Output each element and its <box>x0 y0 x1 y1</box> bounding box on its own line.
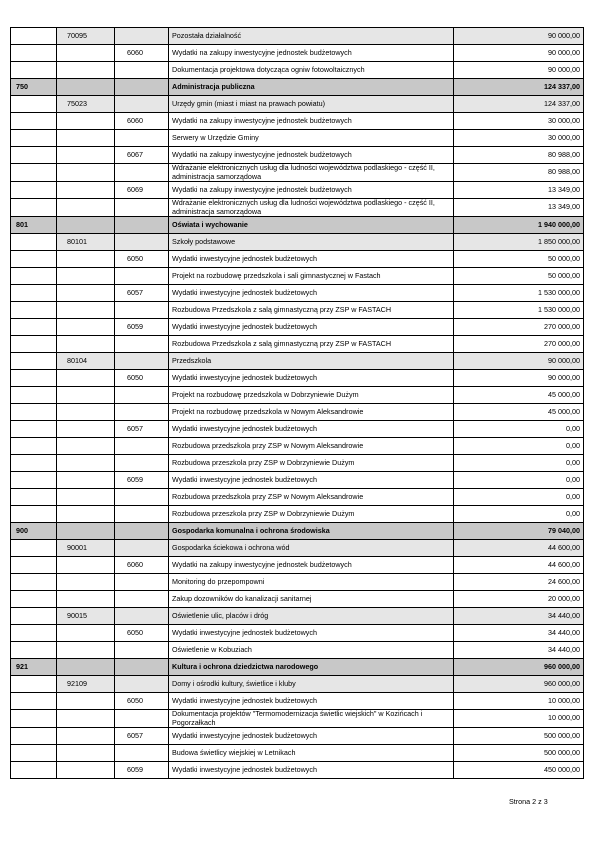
amount-cell: 44 600,00 <box>454 540 584 557</box>
dzial-cell <box>11 557 57 574</box>
description-cell: Rozbudowa Przedszkola z salą gimnastyczną przy ZSP w FASTACH <box>169 302 454 319</box>
rozdzial-cell <box>57 164 115 182</box>
rozdzial-cell <box>57 182 115 199</box>
dzial-cell <box>11 285 57 302</box>
table-row <box>11 574 584 591</box>
rozdzial-cell <box>57 438 115 455</box>
dzial-cell: 801 <box>11 217 57 234</box>
amount-cell: 80 988,00 <box>454 164 584 182</box>
amount-cell: 80 988,00 <box>454 147 584 164</box>
paragraf-cell <box>115 164 169 182</box>
paragraf-cell: 6057 <box>115 421 169 438</box>
table-row <box>11 659 584 676</box>
rozdzial-cell <box>57 728 115 745</box>
description-cell: Rozbudowa przedszkola przy ZSP w Nowym Aleksandrowie <box>169 438 454 455</box>
amount-cell: 13 349,00 <box>454 199 584 217</box>
rozdzial-cell <box>57 455 115 472</box>
dzial-cell <box>11 387 57 404</box>
amount-cell: 45 000,00 <box>454 387 584 404</box>
amount-cell: 450 000,00 <box>454 762 584 779</box>
rozdzial-cell <box>57 489 115 506</box>
rozdzial-cell <box>57 472 115 489</box>
table-row <box>11 147 584 164</box>
description-cell: Zakup dozowników do kanalizacji sanitarnej <box>169 591 454 608</box>
paragraf-cell: 6059 <box>115 319 169 336</box>
description-cell: Wydatki inwestycyjne jednostek budżetowych <box>169 370 454 387</box>
table-row <box>11 404 584 421</box>
dzial-cell: 921 <box>11 659 57 676</box>
table-row <box>11 302 584 319</box>
table-row <box>11 62 584 79</box>
paragraf-cell: 6067 <box>115 147 169 164</box>
dzial-cell <box>11 45 57 62</box>
dzial-cell <box>11 472 57 489</box>
rozdzial-cell <box>57 319 115 336</box>
page-number: Strona 2 z 3 <box>509 797 548 806</box>
table-row <box>11 79 584 96</box>
rozdzial-cell <box>57 693 115 710</box>
description-cell: Wydatki inwestycyjne jednostek budżetowych <box>169 762 454 779</box>
paragraf-cell <box>115 199 169 217</box>
table-row <box>11 387 584 404</box>
description-cell: Wdrażanie elektronicznych usług dla ludności województwa podlaskiego - część II, administracja samorządowa <box>169 199 454 217</box>
dzial-cell: 900 <box>11 523 57 540</box>
paragraf-cell: 6069 <box>115 182 169 199</box>
table-row <box>11 693 584 710</box>
rozdzial-cell <box>57 62 115 79</box>
dzial-cell <box>11 113 57 130</box>
table-row <box>11 217 584 234</box>
rozdzial-cell <box>57 710 115 728</box>
amount-cell: 30 000,00 <box>454 130 584 147</box>
amount-cell: 0,00 <box>454 489 584 506</box>
paragraf-cell: 6060 <box>115 45 169 62</box>
dzial-cell <box>11 268 57 285</box>
rozdzial-cell: 80101 <box>57 234 115 251</box>
dzial-cell <box>11 455 57 472</box>
amount-cell: 0,00 <box>454 455 584 472</box>
amount-cell: 124 337,00 <box>454 79 584 96</box>
dzial-cell <box>11 199 57 217</box>
dzial-cell <box>11 710 57 728</box>
dzial-cell <box>11 438 57 455</box>
paragraf-cell <box>115 268 169 285</box>
description-cell: Rozbudowa przeszkola przy ZSP w Dobrzyniewie Dużym <box>169 506 454 523</box>
paragraf-cell: 6060 <box>115 113 169 130</box>
description-cell: Wydatki inwestycyjne jednostek budżetowych <box>169 251 454 268</box>
description-cell: Wydatki inwestycyjne jednostek budżetowych <box>169 625 454 642</box>
table-row <box>11 472 584 489</box>
dzial-cell <box>11 608 57 625</box>
paragraf-cell <box>115 438 169 455</box>
dzial-cell <box>11 62 57 79</box>
amount-cell: 500 000,00 <box>454 745 584 762</box>
amount-cell: 90 000,00 <box>454 28 584 45</box>
rozdzial-cell <box>57 251 115 268</box>
rozdzial-cell <box>57 625 115 642</box>
dzial-cell <box>11 506 57 523</box>
description-cell: Wydatki na zakupy inwestycyjne jednostek budżetowych <box>169 113 454 130</box>
amount-cell: 90 000,00 <box>454 370 584 387</box>
description-cell: Wydatki na zakupy inwestycyjne jednostek budżetowych <box>169 557 454 574</box>
table-row <box>11 540 584 557</box>
paragraf-cell <box>115 455 169 472</box>
table-row <box>11 164 584 182</box>
paragraf-cell <box>115 217 169 234</box>
description-cell: Projekt na rozbudowę przedszkola i sali gimnastycznej w Fastach <box>169 268 454 285</box>
amount-cell: 0,00 <box>454 472 584 489</box>
table-row <box>11 370 584 387</box>
amount-cell: 44 600,00 <box>454 557 584 574</box>
amount-cell: 45 000,00 <box>454 404 584 421</box>
description-cell: Rozbudowa Przedszkola z salą gimnastyczną przy ZSP w FASTACH <box>169 336 454 353</box>
dzial-cell <box>11 28 57 45</box>
rozdzial-cell <box>57 523 115 540</box>
rozdzial-cell <box>57 421 115 438</box>
paragraf-cell <box>115 96 169 113</box>
table-row <box>11 96 584 113</box>
amount-cell: 10 000,00 <box>454 693 584 710</box>
table-row <box>11 762 584 779</box>
paragraf-cell <box>115 62 169 79</box>
rozdzial-cell <box>57 642 115 659</box>
paragraf-cell <box>115 28 169 45</box>
paragraf-cell: 6050 <box>115 625 169 642</box>
dzial-cell <box>11 745 57 762</box>
rozdzial-cell <box>57 387 115 404</box>
description-cell: Dokumentacja projektów "Termomodernizacja świetlic wiejskich" w Kozińcach i Pogorzałkach <box>169 710 454 728</box>
rozdzial-cell <box>57 199 115 217</box>
paragraf-cell: 6050 <box>115 251 169 268</box>
rozdzial-cell <box>57 404 115 421</box>
dzial-cell <box>11 762 57 779</box>
table-row <box>11 676 584 693</box>
paragraf-cell <box>115 608 169 625</box>
table-row <box>11 353 584 370</box>
description-cell: Wdrażanie elektronicznych usług dla ludności województwa podlaskiego - część II, administracja samorządowa <box>169 164 454 182</box>
rozdzial-cell <box>57 557 115 574</box>
description-cell: Oświata i wychowanie <box>169 217 454 234</box>
dzial-cell <box>11 421 57 438</box>
rozdzial-cell: 80104 <box>57 353 115 370</box>
rozdzial-cell: 75023 <box>57 96 115 113</box>
paragraf-cell <box>115 574 169 591</box>
table-row <box>11 523 584 540</box>
table-row <box>11 268 584 285</box>
description-cell: Urzędy gmin (miast i miast na prawach powiatu) <box>169 96 454 113</box>
dzial-cell <box>11 96 57 113</box>
description-cell: Rozbudowa przeszkola przy ZSP w Dobrzyniewie Dużym <box>169 455 454 472</box>
amount-cell: 960 000,00 <box>454 676 584 693</box>
amount-cell: 50 000,00 <box>454 251 584 268</box>
rozdzial-cell <box>57 506 115 523</box>
paragraf-cell <box>115 642 169 659</box>
dzial-cell <box>11 404 57 421</box>
paragraf-cell: 6057 <box>115 285 169 302</box>
rozdzial-cell <box>57 336 115 353</box>
table-row <box>11 710 584 728</box>
table-row <box>11 336 584 353</box>
table-row <box>11 199 584 217</box>
amount-cell: 1 850 000,00 <box>454 234 584 251</box>
rozdzial-cell <box>57 659 115 676</box>
paragraf-cell <box>115 710 169 728</box>
description-cell: Wydatki inwestycyjne jednostek budżetowych <box>169 728 454 745</box>
amount-cell: 10 000,00 <box>454 710 584 728</box>
amount-cell: 13 349,00 <box>454 182 584 199</box>
table-row <box>11 234 584 251</box>
description-cell: Administracja publiczna <box>169 79 454 96</box>
dzial-cell <box>11 676 57 693</box>
paragraf-cell <box>115 79 169 96</box>
budget-table-body <box>11 28 584 779</box>
table-row <box>11 438 584 455</box>
rozdzial-cell <box>57 79 115 96</box>
rozdzial-cell <box>57 591 115 608</box>
paragraf-cell <box>115 130 169 147</box>
rozdzial-cell <box>57 45 115 62</box>
amount-cell: 30 000,00 <box>454 113 584 130</box>
paragraf-cell <box>115 489 169 506</box>
description-cell: Budowa świetlicy wiejskiej w Letnikach <box>169 745 454 762</box>
paragraf-cell <box>115 404 169 421</box>
table-row <box>11 45 584 62</box>
description-cell: Oświetlenie w Kobuziach <box>169 642 454 659</box>
amount-cell: 90 000,00 <box>454 62 584 79</box>
paragraf-cell: 6059 <box>115 762 169 779</box>
dzial-cell <box>11 336 57 353</box>
dzial-cell <box>11 182 57 199</box>
dzial-cell <box>11 370 57 387</box>
table-row <box>11 591 584 608</box>
description-cell: Monitoring do przepompowni <box>169 574 454 591</box>
dzial-cell <box>11 319 57 336</box>
description-cell: Wydatki inwestycyjne jednostek budżetowych <box>169 421 454 438</box>
description-cell: Wydatki na zakupy inwestycyjne jednostek budżetowych <box>169 182 454 199</box>
description-cell: Projekt na rozbudowę przedszkola w Dobrzyniewie Dużym <box>169 387 454 404</box>
table-row <box>11 489 584 506</box>
dzial-cell <box>11 234 57 251</box>
amount-cell: 1 530 000,00 <box>454 285 584 302</box>
table-row <box>11 625 584 642</box>
rozdzial-cell <box>57 574 115 591</box>
paragraf-cell <box>115 591 169 608</box>
amount-cell: 0,00 <box>454 421 584 438</box>
rozdzial-cell <box>57 147 115 164</box>
amount-cell: 90 000,00 <box>454 45 584 62</box>
budget-table <box>10 27 584 779</box>
table-row <box>11 130 584 147</box>
description-cell: Gospodarka ściekowa i ochrona wód <box>169 540 454 557</box>
amount-cell: 0,00 <box>454 506 584 523</box>
dzial-cell <box>11 489 57 506</box>
amount-cell: 500 000,00 <box>454 728 584 745</box>
paragraf-cell: 6057 <box>115 728 169 745</box>
amount-cell: 24 600,00 <box>454 574 584 591</box>
dzial-cell <box>11 130 57 147</box>
amount-cell: 50 000,00 <box>454 268 584 285</box>
rozdzial-cell <box>57 130 115 147</box>
dzial-cell <box>11 642 57 659</box>
table-row <box>11 251 584 268</box>
table-row <box>11 182 584 199</box>
dzial-cell <box>11 625 57 642</box>
amount-cell: 34 440,00 <box>454 625 584 642</box>
amount-cell: 960 000,00 <box>454 659 584 676</box>
paragraf-cell <box>115 336 169 353</box>
paragraf-cell <box>115 540 169 557</box>
paragraf-cell <box>115 387 169 404</box>
table-row <box>11 728 584 745</box>
paragraf-cell <box>115 353 169 370</box>
rozdzial-cell <box>57 285 115 302</box>
description-cell: Pozostała działalność <box>169 28 454 45</box>
description-cell: Wydatki inwestycyjne jednostek budżetowych <box>169 693 454 710</box>
amount-cell: 79 040,00 <box>454 523 584 540</box>
amount-cell: 1 940 000,00 <box>454 217 584 234</box>
table-row <box>11 455 584 472</box>
paragraf-cell <box>115 234 169 251</box>
table-row <box>11 421 584 438</box>
amount-cell: 34 440,00 <box>454 608 584 625</box>
paragraf-cell <box>115 302 169 319</box>
description-cell: Wydatki inwestycyjne jednostek budżetowych <box>169 472 454 489</box>
description-cell: Rozbudowa przedszkola przy ZSP w Nowym Aleksandrowie <box>169 489 454 506</box>
amount-cell: 0,00 <box>454 438 584 455</box>
paragraf-cell <box>115 506 169 523</box>
amount-cell: 20 000,00 <box>454 591 584 608</box>
description-cell: Projekt na rozbudowę przedszkola w Nowym Aleksandrowie <box>169 404 454 421</box>
rozdzial-cell <box>57 268 115 285</box>
rozdzial-cell <box>57 217 115 234</box>
description-cell: Gospodarka komunalna i ochrona środowiska <box>169 523 454 540</box>
description-cell: Wydatki inwestycyjne jednostek budżetowych <box>169 319 454 336</box>
amount-cell: 1 530 000,00 <box>454 302 584 319</box>
table-row <box>11 642 584 659</box>
rozdzial-cell <box>57 113 115 130</box>
table-row <box>11 28 584 45</box>
dzial-cell <box>11 591 57 608</box>
rozdzial-cell: 70095 <box>57 28 115 45</box>
dzial-cell <box>11 353 57 370</box>
amount-cell: 90 000,00 <box>454 353 584 370</box>
rozdzial-cell <box>57 762 115 779</box>
paragraf-cell <box>115 745 169 762</box>
dzial-cell: 750 <box>11 79 57 96</box>
dzial-cell <box>11 693 57 710</box>
paragraf-cell: 6060 <box>115 557 169 574</box>
table-row <box>11 285 584 302</box>
table-row <box>11 319 584 336</box>
dzial-cell <box>11 164 57 182</box>
rozdzial-cell: 90001 <box>57 540 115 557</box>
table-row <box>11 113 584 130</box>
rozdzial-cell: 92109 <box>57 676 115 693</box>
amount-cell: 124 337,00 <box>454 96 584 113</box>
rozdzial-cell <box>57 745 115 762</box>
description-cell: Wydatki inwestycyjne jednostek budżetowych <box>169 285 454 302</box>
dzial-cell <box>11 147 57 164</box>
amount-cell: 270 000,00 <box>454 319 584 336</box>
description-cell: Wydatki na zakupy inwestycyjne jednostek budżetowych <box>169 45 454 62</box>
amount-cell: 270 000,00 <box>454 336 584 353</box>
description-cell: Szkoły podstawowe <box>169 234 454 251</box>
table-row <box>11 506 584 523</box>
paragraf-cell <box>115 676 169 693</box>
rozdzial-cell <box>57 302 115 319</box>
paragraf-cell: 6059 <box>115 472 169 489</box>
paragraf-cell: 6050 <box>115 693 169 710</box>
table-row <box>11 745 584 762</box>
description-cell: Przedszkola <box>169 353 454 370</box>
table-row <box>11 608 584 625</box>
rozdzial-cell <box>57 370 115 387</box>
paragraf-cell <box>115 659 169 676</box>
dzial-cell <box>11 251 57 268</box>
amount-cell: 34 440,00 <box>454 642 584 659</box>
description-cell: Domy i ośrodki kultury, świetlice i kluby <box>169 676 454 693</box>
description-cell: Serwery w Urzędzie Gminy <box>169 130 454 147</box>
description-cell: Dokumentacja projektowa dotycząca ogniw fotowoltaicznych <box>169 62 454 79</box>
table-row <box>11 557 584 574</box>
dzial-cell <box>11 574 57 591</box>
dzial-cell <box>11 302 57 319</box>
paragraf-cell: 6050 <box>115 370 169 387</box>
dzial-cell <box>11 728 57 745</box>
description-cell: Wydatki na zakupy inwestycyjne jednostek budżetowych <box>169 147 454 164</box>
description-cell: Kultura i ochrona dziedzictwa narodowego <box>169 659 454 676</box>
description-cell: Oświetlenie ulic, placów i dróg <box>169 608 454 625</box>
paragraf-cell <box>115 523 169 540</box>
rozdzial-cell: 90015 <box>57 608 115 625</box>
dzial-cell <box>11 540 57 557</box>
